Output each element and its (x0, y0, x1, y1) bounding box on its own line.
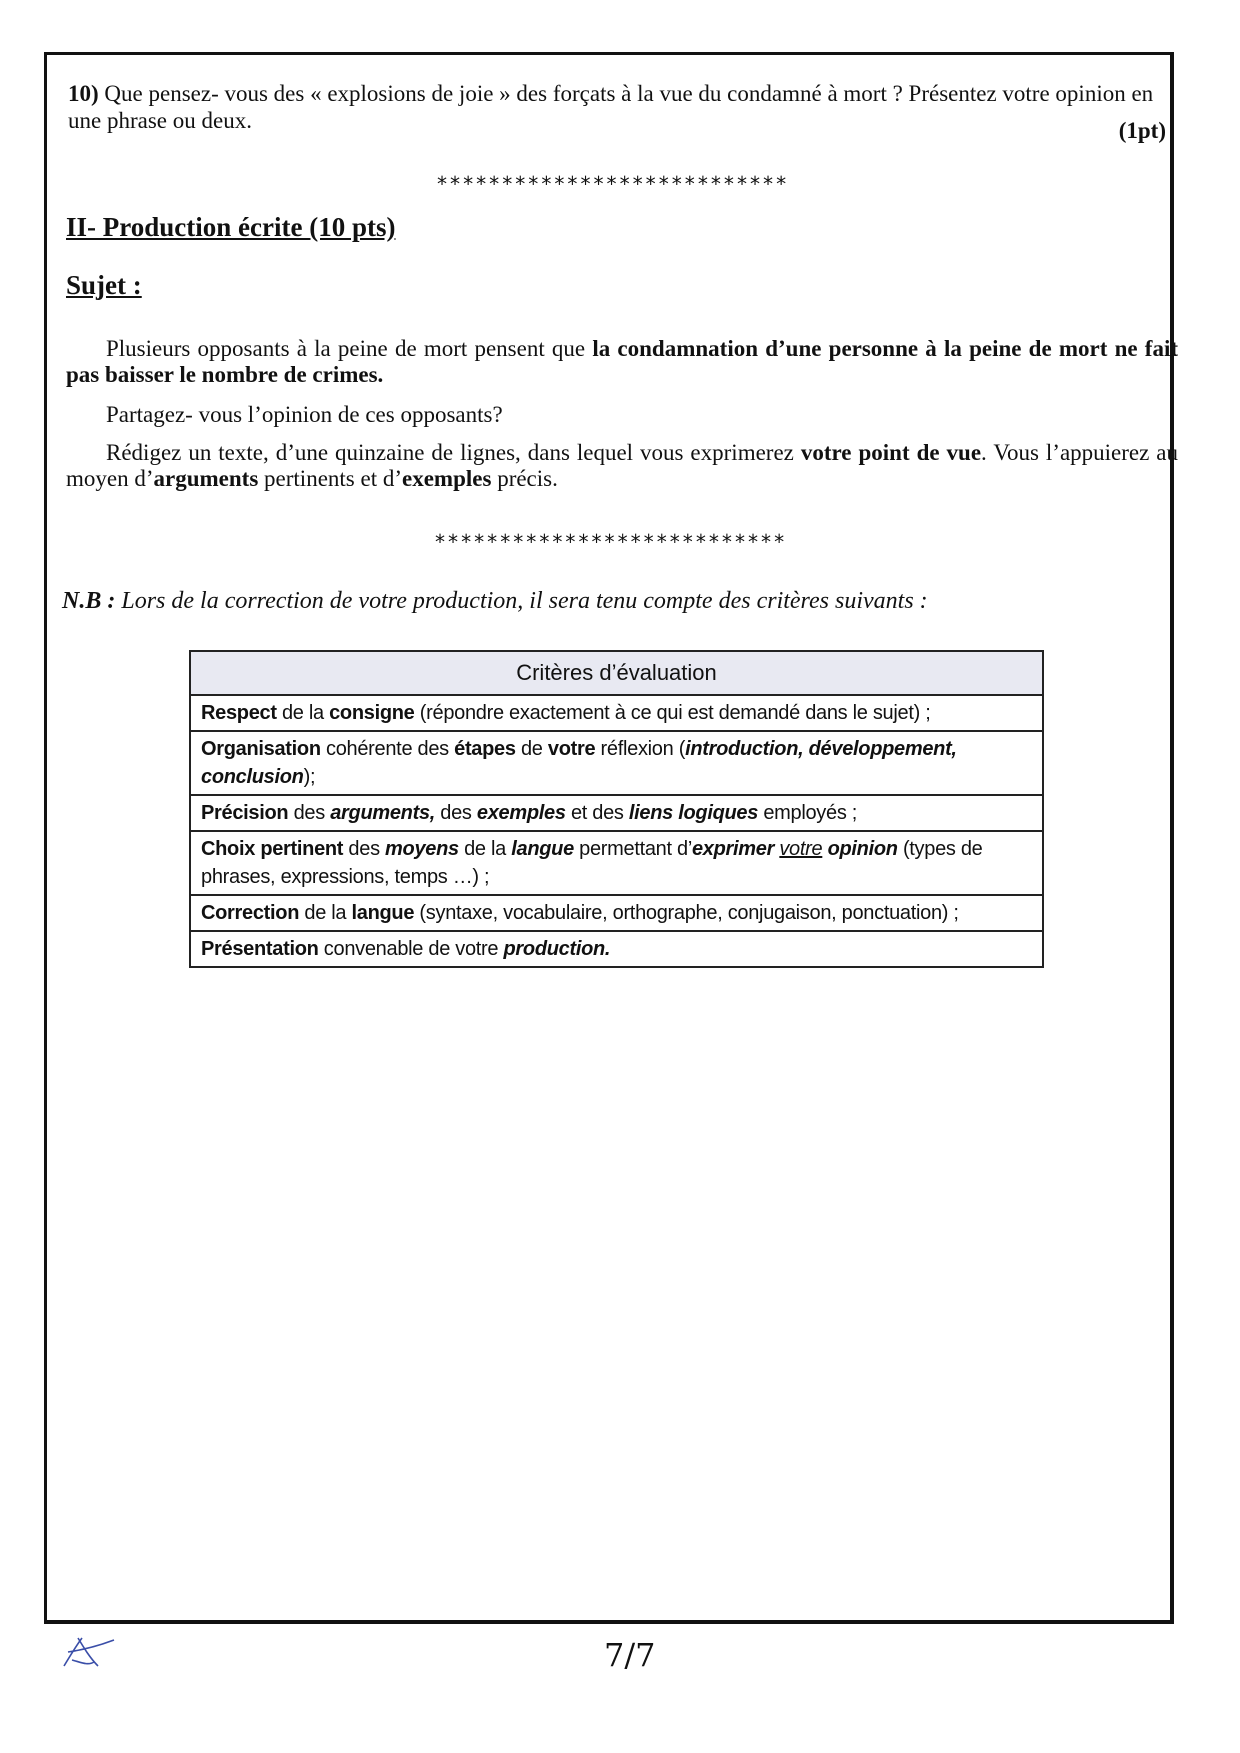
criteria-cell (190, 731, 1043, 795)
separator-top: *************************** (436, 172, 789, 196)
table-row (190, 831, 1043, 895)
text-italic-underline: votre (779, 838, 823, 860)
text-bold: Précision (201, 802, 289, 824)
text-bold: arguments (153, 466, 259, 491)
criteria-cell (190, 895, 1043, 931)
text: des (288, 802, 331, 824)
text-bold-italic: moyens (385, 838, 459, 860)
text: de la (276, 702, 330, 724)
question-number: 10) (68, 81, 99, 106)
text-bold-italic: production. (503, 938, 611, 960)
section-title: II- Production écrite (10 pts) (66, 212, 396, 242)
text-bold-italic: introduction, développement, conclusion (201, 738, 957, 788)
subject-label: Sujet : (66, 270, 142, 300)
text: des (343, 838, 386, 860)
text-bold-italic: opinion (827, 838, 898, 860)
text: réflexion ( (595, 738, 686, 760)
subject-paragraph-1 (66, 336, 1178, 388)
table-row (190, 795, 1043, 831)
table-row (190, 895, 1043, 931)
text: permettant d’ (573, 838, 692, 860)
text: employés ; (758, 802, 858, 824)
text-bold: consigne (329, 702, 415, 724)
criteria-cell (190, 695, 1043, 731)
table-row (190, 695, 1043, 731)
text-bold: langue (351, 902, 415, 924)
signature-mark (58, 1632, 118, 1677)
subject-paragraph-3 (66, 440, 1178, 492)
question-points: (1pt) (1118, 118, 1166, 143)
text-bold: Correction (201, 902, 300, 924)
subject-paragraph-2: Partagez- vous l’opinion de ces opposants? (106, 402, 503, 427)
criteria-cell (190, 795, 1043, 831)
text: de la (458, 838, 512, 860)
question-10 (68, 80, 1180, 134)
text: des (435, 802, 477, 824)
nb-text: Lors de la correction de votre production, il sera tenu compte des critères suivants : (115, 588, 928, 614)
text: (répondre exactement à ce qui est demandé dans le sujet) ; (414, 702, 931, 724)
criteria-cell (190, 931, 1043, 967)
table-row (190, 731, 1043, 795)
text: de la (299, 902, 352, 924)
page-number: 7/7 (604, 1636, 656, 1674)
text: précis. (491, 466, 558, 491)
text-bold: Respect (201, 702, 277, 724)
text-bold: votre (547, 738, 596, 760)
text-bold-italic: exprimer (691, 838, 775, 860)
text-bold: étapes (454, 738, 516, 760)
text: . Vous l’appuierez au moyen d’ (66, 440, 1179, 491)
question-text: Que pensez- vous des « explosions de joie » des forçats à la vue du condamné à mort ? Présentez votre opinion en une phrase ou deux. (68, 81, 1154, 133)
text: (syntaxe, vocabulaire, orthographe, conjugaison, ponctuation) ; (414, 902, 959, 924)
text-bold: exemples (402, 466, 492, 491)
text: Rédigez un texte, d’une quinzaine de lignes, dans lequel vous exprimerez (106, 440, 801, 465)
text-bold-italic: langue (511, 838, 574, 860)
criteria-header: Critères d’évaluation (190, 651, 1043, 695)
text: pertinents et d’ (258, 466, 403, 491)
separator-bottom: *************************** (434, 530, 787, 554)
text-bold: votre point de vue (800, 440, 982, 465)
nb-label: N.B : (62, 588, 116, 614)
criteria-table (189, 650, 1044, 968)
subject-text: Plusieurs opposants à la peine de mort pensent que (106, 336, 593, 361)
text-bold-italic: arguments, (330, 802, 436, 824)
text-bold: Présentation (201, 938, 319, 960)
criteria-cell (190, 831, 1043, 895)
text: convenable de votre (318, 938, 504, 960)
handwritten-initials-icon (58, 1632, 118, 1672)
nb-note (62, 588, 928, 615)
text: cohérente des (320, 738, 455, 760)
text: et des (565, 802, 629, 824)
table-row (190, 931, 1043, 967)
subject-thesis: la condamnation d’une personne à la peine de mort ne fait pas baisser le nombre de crimes. (66, 336, 1178, 387)
text-bold-italic: liens logiques (628, 802, 759, 824)
text: (types de phrases, expressions, temps …) ; (201, 838, 983, 888)
text-bold-italic: exemples (476, 802, 566, 824)
text: de (515, 738, 548, 760)
text: ); (303, 766, 316, 788)
text-bold: Organisation (201, 738, 321, 760)
text-bold: Choix pertinent (201, 838, 344, 860)
